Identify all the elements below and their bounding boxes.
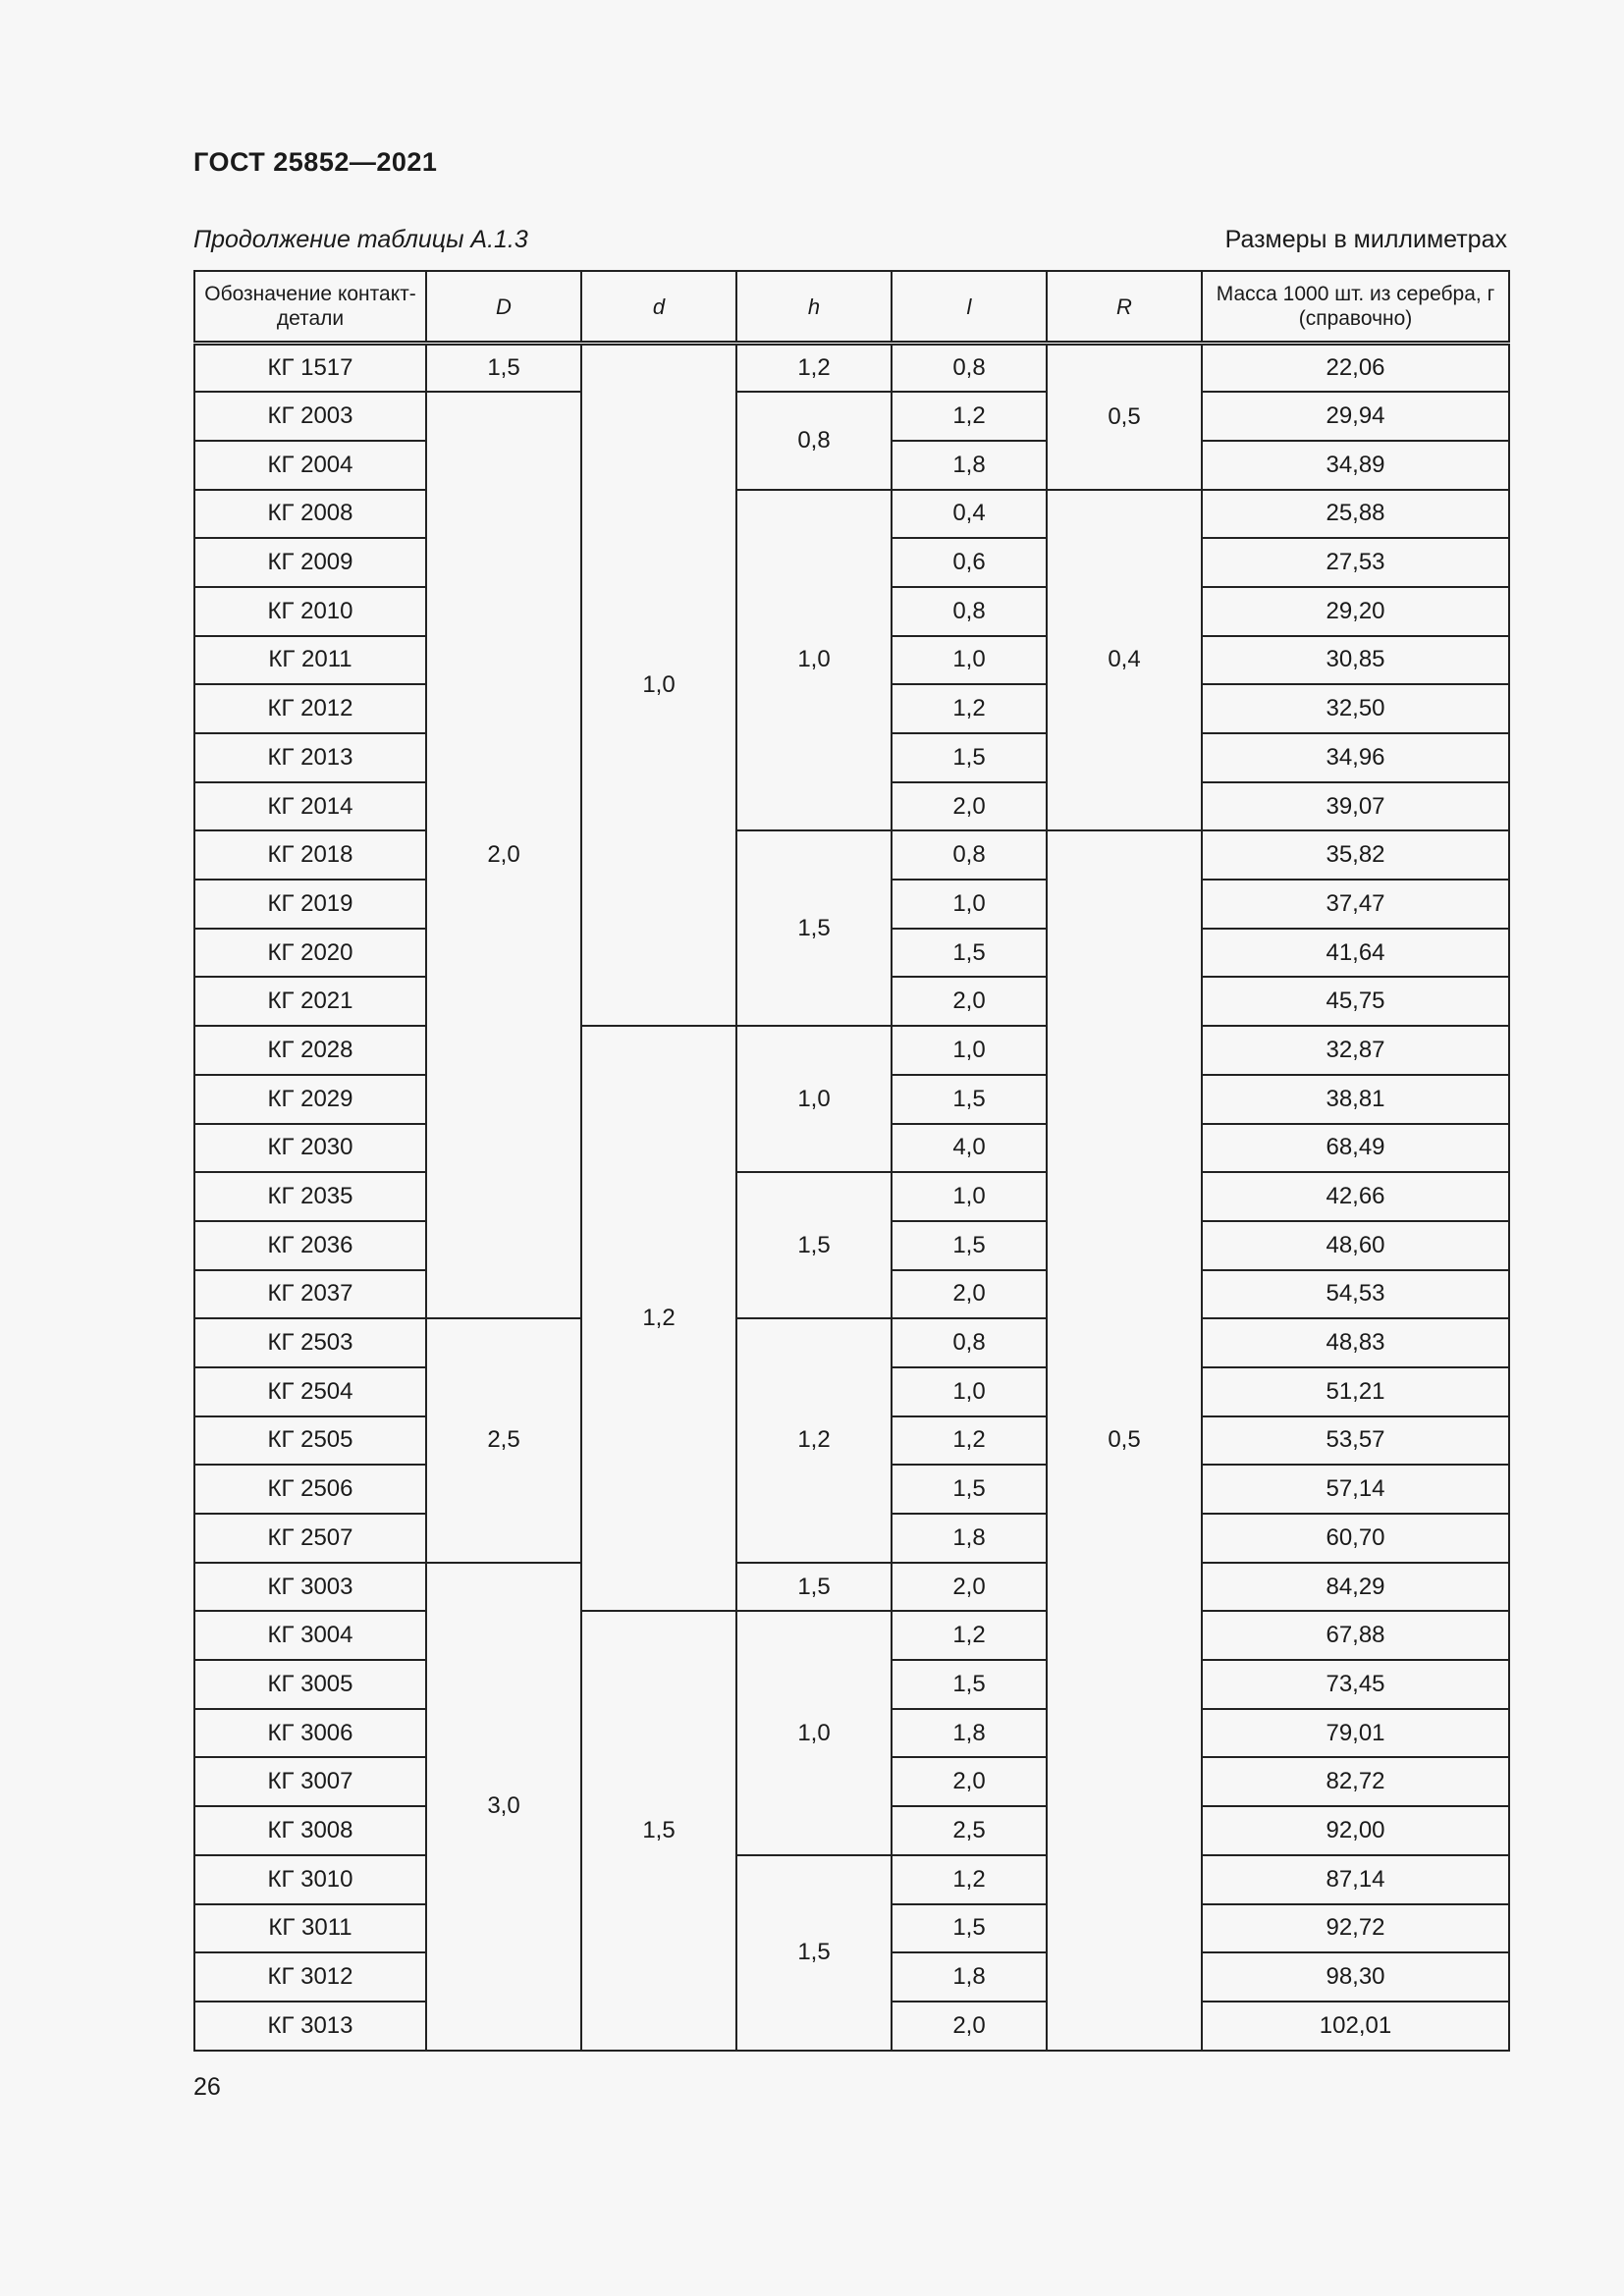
cell-mass: 39,07 [1202, 782, 1509, 831]
cell-mass: 41,64 [1202, 929, 1509, 978]
cell-mass: 38,81 [1202, 1075, 1509, 1124]
document-title: ГОСТ 25852—2021 [193, 147, 438, 177]
cell-designation: КГ 2012 [194, 684, 426, 733]
cell-designation: КГ 3005 [194, 1660, 426, 1709]
cell-designation: КГ 2504 [194, 1367, 426, 1416]
cell-h: 1,5 [736, 830, 892, 1026]
cell-designation: КГ 2018 [194, 830, 426, 880]
cell-mass: 87,14 [1202, 1855, 1509, 1904]
page-number: 26 [193, 2073, 221, 2101]
table-row [194, 1611, 1509, 1660]
cell-l: 1,8 [892, 1514, 1047, 1563]
cell-designation: КГ 2019 [194, 880, 426, 929]
units-note: Размеры в миллиметрах [1224, 226, 1507, 253]
table-caption: Продолжение таблицы А.1.3 [193, 226, 528, 253]
cell-designation: КГ 2037 [194, 1270, 426, 1319]
cell-mass: 42,66 [1202, 1172, 1509, 1221]
table-row [194, 830, 1509, 880]
cell-l: 1,0 [892, 1172, 1047, 1221]
cell-l: 1,5 [892, 1465, 1047, 1514]
cell-l: 1,0 [892, 1367, 1047, 1416]
cell-mass: 53,57 [1202, 1416, 1509, 1466]
cell-l: 4,0 [892, 1124, 1047, 1173]
table-header-row [194, 271, 1509, 344]
cell-l: 1,0 [892, 636, 1047, 685]
cell-D: 1,5 [426, 344, 581, 393]
cell-designation: КГ 2013 [194, 733, 426, 782]
cell-h: 1,5 [736, 1855, 892, 2051]
cell-l: 1,8 [892, 1709, 1047, 1758]
cell-mass: 35,82 [1202, 830, 1509, 880]
cell-mass: 29,94 [1202, 392, 1509, 441]
cell-designation: КГ 2009 [194, 538, 426, 587]
cell-designation: КГ 2506 [194, 1465, 426, 1514]
cell-designation: КГ 2035 [194, 1172, 426, 1221]
cell-mass: 79,01 [1202, 1709, 1509, 1758]
cell-l: 1,0 [892, 880, 1047, 929]
cell-l: 2,5 [892, 1806, 1047, 1855]
table-row [194, 1026, 1509, 1075]
cell-l: 0,8 [892, 344, 1047, 393]
cell-mass: 27,53 [1202, 538, 1509, 587]
cell-mass: 48,60 [1202, 1221, 1509, 1270]
cell-l: 0,6 [892, 538, 1047, 587]
table-row [194, 1855, 1509, 1904]
cell-d: 1,2 [581, 1026, 736, 1611]
cell-l: 1,0 [892, 1026, 1047, 1075]
cell-h: 1,5 [736, 1172, 892, 1318]
cell-D: 3,0 [426, 1563, 581, 2051]
header-mass: Масса 1000 шт. из серебра, г (справочно) [1202, 271, 1509, 344]
header-designation: Обозначение контакт-детали [194, 271, 426, 344]
cell-designation: КГ 2030 [194, 1124, 426, 1173]
cell-mass: 22,06 [1202, 344, 1509, 393]
cell-mass: 32,50 [1202, 684, 1509, 733]
cell-l: 1,5 [892, 1221, 1047, 1270]
cell-mass: 57,14 [1202, 1465, 1509, 1514]
cell-designation: КГ 2011 [194, 636, 426, 685]
cell-h: 1,2 [736, 344, 892, 393]
cell-d: 1,0 [581, 344, 736, 1027]
dimensions-table [193, 270, 1510, 2052]
cell-designation: КГ 2008 [194, 490, 426, 539]
cell-mass: 92,72 [1202, 1904, 1509, 1953]
cell-designation: КГ 2505 [194, 1416, 426, 1466]
table-row [194, 344, 1509, 393]
cell-l: 1,2 [892, 1855, 1047, 1904]
cell-designation: КГ 3007 [194, 1757, 426, 1806]
cell-D: 2,5 [426, 1318, 581, 1562]
cell-l: 1,5 [892, 929, 1047, 978]
header-l: l [892, 271, 1047, 344]
table-row [194, 490, 1509, 539]
cell-mass: 34,96 [1202, 733, 1509, 782]
table-row [194, 1563, 1509, 1612]
cell-mass: 32,87 [1202, 1026, 1509, 1075]
cell-l: 0,4 [892, 490, 1047, 539]
header-d: d [581, 271, 736, 344]
cell-l: 0,8 [892, 830, 1047, 880]
cell-l: 0,8 [892, 587, 1047, 636]
cell-l: 1,2 [892, 684, 1047, 733]
cell-designation: КГ 2021 [194, 977, 426, 1026]
cell-mass: 102,01 [1202, 2002, 1509, 2051]
cell-designation: КГ 3010 [194, 1855, 426, 1904]
cell-l: 1,2 [892, 1611, 1047, 1660]
cell-d: 1,5 [581, 1611, 736, 2050]
cell-designation: КГ 2036 [194, 1221, 426, 1270]
cell-designation: КГ 2014 [194, 782, 426, 831]
cell-designation: КГ 2503 [194, 1318, 426, 1367]
cell-designation: КГ 2028 [194, 1026, 426, 1075]
cell-mass: 25,88 [1202, 490, 1509, 539]
cell-designation: КГ 3006 [194, 1709, 426, 1758]
cell-designation: КГ 2020 [194, 929, 426, 978]
cell-mass: 51,21 [1202, 1367, 1509, 1416]
cell-designation: КГ 2507 [194, 1514, 426, 1563]
cell-R: 0,5 [1047, 830, 1202, 2050]
cell-h: 0,8 [736, 392, 892, 489]
header-h: h [736, 271, 892, 344]
cell-designation: КГ 3011 [194, 1904, 426, 1953]
header-R: R [1047, 271, 1202, 344]
cell-h: 1,5 [736, 1563, 892, 1612]
cell-designation: КГ 3012 [194, 1952, 426, 2002]
cell-l: 2,0 [892, 2002, 1047, 2051]
cell-designation: КГ 3003 [194, 1563, 426, 1612]
cell-mass: 67,88 [1202, 1611, 1509, 1660]
cell-designation: КГ 3008 [194, 1806, 426, 1855]
cell-R: 0,5 [1047, 344, 1202, 490]
header-D: D [426, 271, 581, 344]
cell-designation: КГ 2010 [194, 587, 426, 636]
cell-l: 0,8 [892, 1318, 1047, 1367]
cell-mass: 37,47 [1202, 880, 1509, 929]
cell-mass: 68,49 [1202, 1124, 1509, 1173]
cell-l: 2,0 [892, 1270, 1047, 1319]
cell-l: 1,5 [892, 1904, 1047, 1953]
cell-designation: КГ 2029 [194, 1075, 426, 1124]
cell-l: 2,0 [892, 1757, 1047, 1806]
cell-h: 1,0 [736, 1026, 892, 1172]
cell-mass: 73,45 [1202, 1660, 1509, 1709]
cell-mass: 60,70 [1202, 1514, 1509, 1563]
cell-h: 1,0 [736, 490, 892, 831]
cell-l: 2,0 [892, 1563, 1047, 1612]
cell-R: 0,4 [1047, 490, 1202, 831]
cell-mass: 92,00 [1202, 1806, 1509, 1855]
cell-mass: 54,53 [1202, 1270, 1509, 1319]
cell-l: 2,0 [892, 782, 1047, 831]
cell-h: 1,0 [736, 1611, 892, 1854]
cell-mass: 98,30 [1202, 1952, 1509, 2002]
cell-l: 1,5 [892, 733, 1047, 782]
cell-mass: 82,72 [1202, 1757, 1509, 1806]
cell-l: 1,5 [892, 1075, 1047, 1124]
cell-l: 1,2 [892, 392, 1047, 441]
cell-mass: 30,85 [1202, 636, 1509, 685]
cell-designation: КГ 2004 [194, 441, 426, 490]
cell-l: 1,8 [892, 441, 1047, 490]
table-row [194, 1172, 1509, 1221]
cell-h: 1,2 [736, 1318, 892, 1562]
cell-mass: 48,83 [1202, 1318, 1509, 1367]
table-row [194, 392, 1509, 441]
cell-designation: КГ 1517 [194, 344, 426, 393]
cell-designation: КГ 2003 [194, 392, 426, 441]
cell-mass: 29,20 [1202, 587, 1509, 636]
cell-mass: 34,89 [1202, 441, 1509, 490]
cell-mass: 84,29 [1202, 1563, 1509, 1612]
table-row [194, 1318, 1509, 1367]
cell-mass: 45,75 [1202, 977, 1509, 1026]
cell-l: 1,8 [892, 1952, 1047, 2002]
cell-l: 1,2 [892, 1416, 1047, 1466]
cell-D: 2,0 [426, 392, 581, 1318]
cell-l: 2,0 [892, 977, 1047, 1026]
cell-l: 1,5 [892, 1660, 1047, 1709]
cell-designation: КГ 3013 [194, 2002, 426, 2051]
cell-designation: КГ 3004 [194, 1611, 426, 1660]
